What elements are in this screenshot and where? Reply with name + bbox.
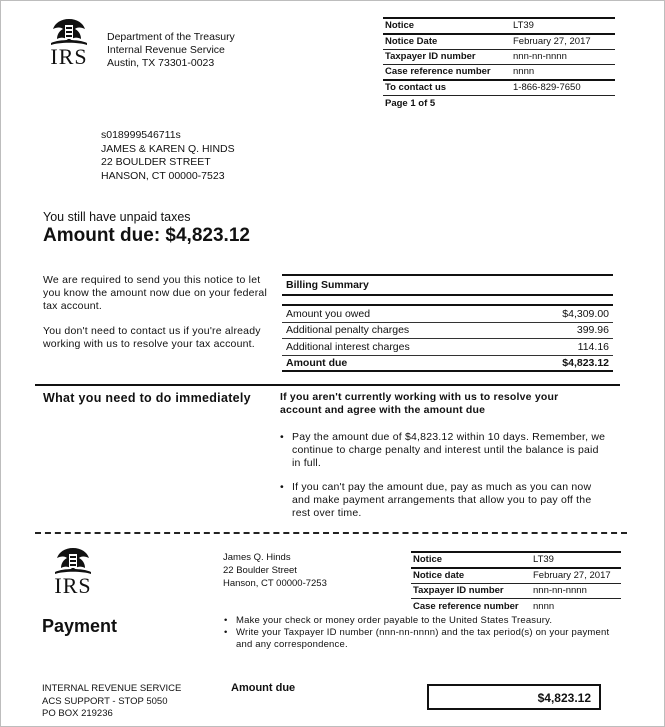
billing-summary-table [282,274,613,372]
notice-value: LT39 [511,18,615,34]
address-line: s018999546711s [101,129,181,141]
eagle-emblem-icon [47,17,91,47]
tear-off-line [35,532,627,534]
unpaid-taxes-subtitle: You still have unpaid taxes [43,210,191,224]
irs-address-line: INTERNAL REVENUE SERVICE [42,683,182,694]
billing-total-value: $4,823.12 [562,356,609,369]
payer-address-line: Hanson, CT 00000-7253 [223,578,327,589]
taxpayer-id-value: nnn-nn-nnnn [511,49,615,65]
address-line: JAMES & KAREN Q. HINDS [101,142,235,155]
billing-row-value: 114.16 [577,340,609,353]
action-bullet: • If you can't pay the amount due, pay as much as you can now and make payment arrangements that allow you to pay off the rest over time. [278,481,608,520]
billing-row-label: Amount you owed [286,307,371,320]
billing-summary-title [282,274,613,296]
billing-spacer [282,296,613,306]
payment-amount-due-box[interactable]: $4,823.12 [427,684,601,710]
irs-logo-text: IRS [50,44,88,69]
billing-total-label: Amount due [286,356,348,369]
page-number: Page 1 of 5 [385,97,436,109]
case-reference-label: Case reference number [383,65,511,81]
amount-due-heading: Amount due: $4,823.12 [43,225,250,246]
department-line: Austin, TX 73301-0023 [107,57,215,69]
payment-instruction: • Make your check or money order payable to the United States Treasury. [222,615,617,627]
payment-case-reference-value: nnnn [533,600,555,612]
payment-title: Payment [42,616,118,636]
department-line: Department of the Treasury [107,31,235,43]
department-line: Internal Revenue Service [107,44,225,56]
action-bullet: • Pay the amount due of $4,823.12 within 10 days. Remember, we continue to charge penalty and interest until the balance is paid in full. [278,431,608,470]
notice-label: Notice [383,18,511,34]
payment-notice-value: LT39 [531,552,621,568]
case-reference-value: nnnn [511,65,615,81]
payer-address-line: James Q. Hinds [223,552,291,563]
payment-notice-label: Notice [411,552,531,568]
irs-mailing-address [42,683,181,721]
billing-row-label: Additional interest charges [286,340,410,353]
payment-amount-due-label: Amount due [231,682,296,694]
irs-address-line: ACS SUPPORT - STOP 5050 [42,695,168,707]
address-line: 22 BOULDER STREET [101,156,211,168]
notice-info-table [383,17,615,111]
contact-phone: 1-866-829-7650 [511,80,615,96]
billing-row-value: $4,309.00 [562,307,609,320]
irs-address-line: PO BOX 219236 [42,708,113,719]
billing-row [282,323,613,340]
payment-taxpayer-id-value: nnn-nn-nnnn [531,583,621,599]
payment-irs-logo-text: IRS [54,573,92,598]
payment-notice-table [411,551,621,614]
notice-purpose-paragraph: We are required to send you this notice to let you know the amount now due on your federal tax account. [43,274,267,312]
payer-address [223,551,327,590]
payment-notice-date-label: Notice date [411,568,531,584]
address-line: HANSON, CT 00000-7523 [101,169,225,182]
section-divider [35,384,620,386]
payment-instructions [222,615,617,651]
payer-address-line: 22 Boulder Street [223,565,297,576]
contact-label: To contact us [383,80,511,96]
mailing-address [101,129,235,183]
payment-irs-logo [51,546,95,596]
payment-taxpayer-id-label: Taxpayer ID number [411,583,531,599]
billing-row-value: 399.96 [576,324,609,337]
irs-logo [47,17,91,67]
billing-title-text: Billing Summary [286,279,369,291]
billing-total-row [282,356,613,373]
eagle-emblem-icon [51,546,95,576]
billing-row-label: Additional penalty charges [286,324,410,337]
action-heading: What you need to do immediately [43,391,251,405]
working-with-us-paragraph: You don't need to contact us if you're already working with us to resolve your tax account. [43,325,261,350]
department-block [107,31,235,70]
payment-notice-date-value: February 27, 2017 [531,568,621,584]
taxpayer-id-label: Taxpayer ID number [383,49,511,65]
action-bullet-list [278,431,608,520]
notice-date-value: February 27, 2017 [511,34,615,50]
billing-row [282,306,613,323]
notice-date-label: Notice Date [383,34,511,50]
payment-case-reference-label: Case reference number [413,600,519,612]
action-subheading: If you aren't currently working with us to resolve your account and agree with the amount due [280,391,559,416]
payment-instruction: • Write your Taxpayer ID number (nnn-nn-nnnn) and the tax period(s) on your payment and any correspondence. [222,627,617,651]
billing-row [282,339,613,356]
